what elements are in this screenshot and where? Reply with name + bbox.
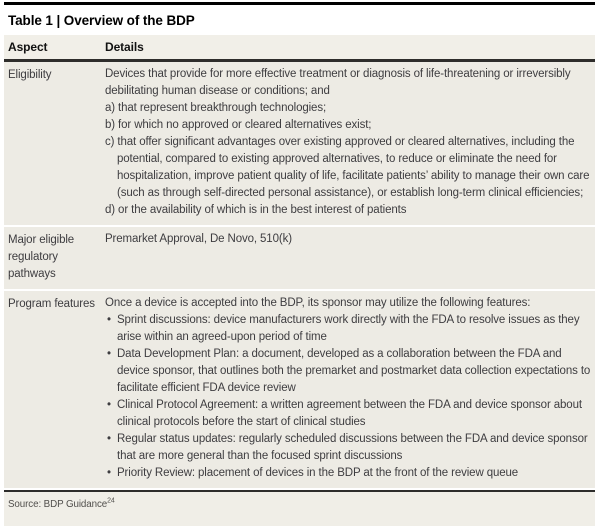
details-text: Clinical Protocol Agreement: a written agreement between the FDA and device sponsor about clinical protocols before the start of clinical studies: [117, 399, 582, 428]
table-header-row: [4, 35, 595, 62]
source-label: Source: BDP Guidance: [8, 499, 108, 510]
aspect-cell: Program features: [8, 298, 95, 310]
details-text: Priority Review: placement of devices in the BDP at the front of the review queue: [117, 467, 519, 479]
details-bullet-item: [105, 397, 591, 431]
details-line: Devices that provide for more effective treatment or diagnosis of life-threatening or irreversibly debilitating human disease or conditions; and: [105, 68, 571, 97]
details-cell: [105, 295, 595, 482]
details-text: Regular status updates: regularly scheduled discussions between the FDA and device sponsor that are more general than the focused sprint discussions: [117, 433, 588, 462]
bullet-icon: •: [107, 348, 111, 360]
table-title: Table 1 | Overview of the BDP: [4, 5, 595, 35]
bullet-icon: •: [107, 399, 111, 411]
aspect-cell: Eligibility: [8, 69, 52, 81]
details-bullet-item: [105, 346, 591, 397]
details-line: c) that offer significant advantages over existing approved or cleared alternatives, including the potential, compared to existing approved alternatives, to reduce or eliminate the need for hospitalization, improve patient quality of life, facilitate patients’ ability to manage their own care (such as through self-directed personal assistance), or establish long-term clinical efficiencies;: [105, 136, 590, 199]
details-line: Once a device is accepted into the BDP, its sponsor may utilize the following features:: [105, 297, 531, 309]
details-bullet-item: [105, 431, 591, 465]
bdp-overview-table: [4, 2, 595, 526]
table-body: [4, 62, 595, 488]
bullet-icon: •: [107, 433, 111, 445]
bullet-icon: •: [107, 467, 111, 479]
details-bullet-item: [105, 465, 591, 482]
table-row: [4, 291, 595, 488]
details-line: b) for which no approved or cleared alternatives exist;: [105, 119, 372, 131]
source-note: [4, 490, 595, 526]
table-row: [4, 62, 595, 225]
details-bullet-item: [105, 312, 591, 346]
details-line: Premarket Approval, De Novo, 510(k): [105, 233, 292, 245]
details-line: a) that represent breakthrough technologies;: [105, 102, 327, 114]
details-text: Sprint discussions: device manufacturers work directly with the FDA to resolve issues as they arise within an agreed-upon period of time: [117, 314, 580, 343]
column-header-aspect: Aspect: [8, 40, 48, 54]
details-cell: [105, 66, 595, 219]
aspect-cell: Major eligible regulatory pathways: [8, 234, 75, 280]
details-line: d) or the availability of which is in the best interest of patients: [105, 204, 407, 216]
details-cell: [105, 231, 595, 283]
source-reference-superscript: 24: [107, 497, 115, 505]
column-header-details: Details: [105, 40, 144, 54]
details-text: Data Development Plan: a document, developed as a collaboration between the FDA and device sponsor, that outlines both the premarket and postmarket data collection expectations to facilitate efficient FDA device review: [117, 348, 591, 394]
bullet-icon: •: [107, 314, 111, 326]
table-row: [4, 227, 595, 289]
